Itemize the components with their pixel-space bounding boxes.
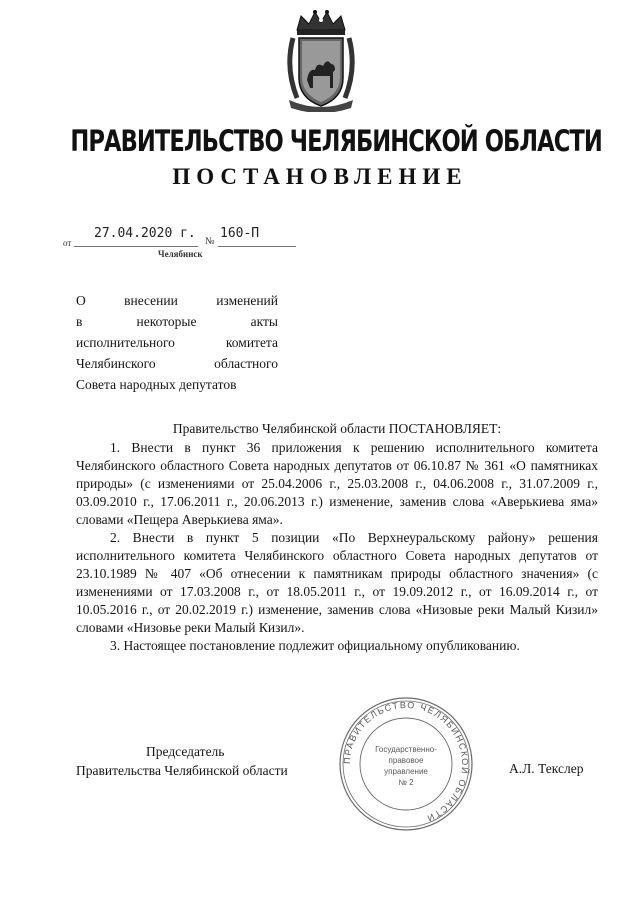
seal-center-line: № 2	[398, 778, 414, 787]
signatory-title	[76, 742, 316, 780]
resolution-intro: Правительство Челябинской области ПОСТАНОВЛЯЕТ:	[172, 421, 502, 436]
coat-of-arms-emblem	[283, 8, 359, 112]
resolution-item-2: 2. Внести в пункт 5 позиции «По Верхнеуральскому району» решения исполнительного комитета Челябинского областного Совета народных депутатов от 23.10.1989 № 407 «Об отнесении к памятникам природы областного значения» (с изменениями от 17.03.2008 г., от 18.05.2011 г., от 19.09.2012 г., от 16.09.2014 г., от 10.05.2016 г., от 20.02.2019 г.) изменение, заменив слова «Низовые реки Малый Кизил» словами «Низовье реки Малый Кизил».	[76, 530, 598, 635]
signatory-title-line1: Председатель	[146, 744, 225, 759]
seal-center-line: управление	[384, 767, 428, 776]
seal-ring-text: ПРАВИТЕЛЬСТВО ЧЕЛЯБИНСКОЙ ОБЛАСТИ	[341, 699, 471, 824]
subject-line: в некоторые акты	[76, 314, 278, 329]
number-underline	[218, 246, 296, 247]
signatory-title-line2: Правительства Челябинской области	[76, 763, 288, 778]
resolution-item-3: 3. Настоящее постановление подлежит официальному опубликованию.	[110, 638, 520, 653]
subject-block	[76, 290, 278, 395]
number-label: №	[205, 236, 215, 247]
official-seal-stamp	[336, 694, 476, 834]
subject-line: О внесении изменений	[76, 293, 278, 308]
document-date: 27.04.2020 г.	[94, 226, 196, 241]
subject-line: Совета народных депутатов	[76, 377, 237, 392]
document-type-title: ПОСТАНОВЛЕНИЕ	[172, 164, 468, 189]
date-prefix-label: от	[63, 238, 72, 248]
seal-center-line: правовое	[388, 756, 424, 765]
signatory-name: А.Л. Текслер	[509, 761, 584, 776]
date-underline	[74, 246, 198, 247]
government-title: ПРАВИТЕЛЬСТВО ЧЕЛЯБИНСКОЙ ОБЛАСТИ	[70, 124, 602, 158]
subject-line: исполнительного комитета	[76, 335, 278, 350]
resolution-body	[76, 420, 598, 655]
subject-line: Челябинского областного	[76, 356, 278, 371]
document-number: 160-П	[220, 226, 260, 241]
seal-center-line: Государственно-	[375, 745, 437, 754]
resolution-item-1: 1. Внести в пункт 36 приложения к решению исполнительного комитета Челябинского областного Совета народных депутатов от 06.10.87 № 361 «О памятниках природы» (с изменениями от 25.04.2006 г., 25.03.2008 г., 04.06.2008 г., 31.07.2009 г., 03.09.2010 г., 17.06.2011 г., 20.06.2013 г.) изменение, заменив слова «Аверькиева яма» словами «Пещера Аверькиева яма».	[76, 440, 598, 527]
city-label: Челябинск	[158, 249, 203, 259]
